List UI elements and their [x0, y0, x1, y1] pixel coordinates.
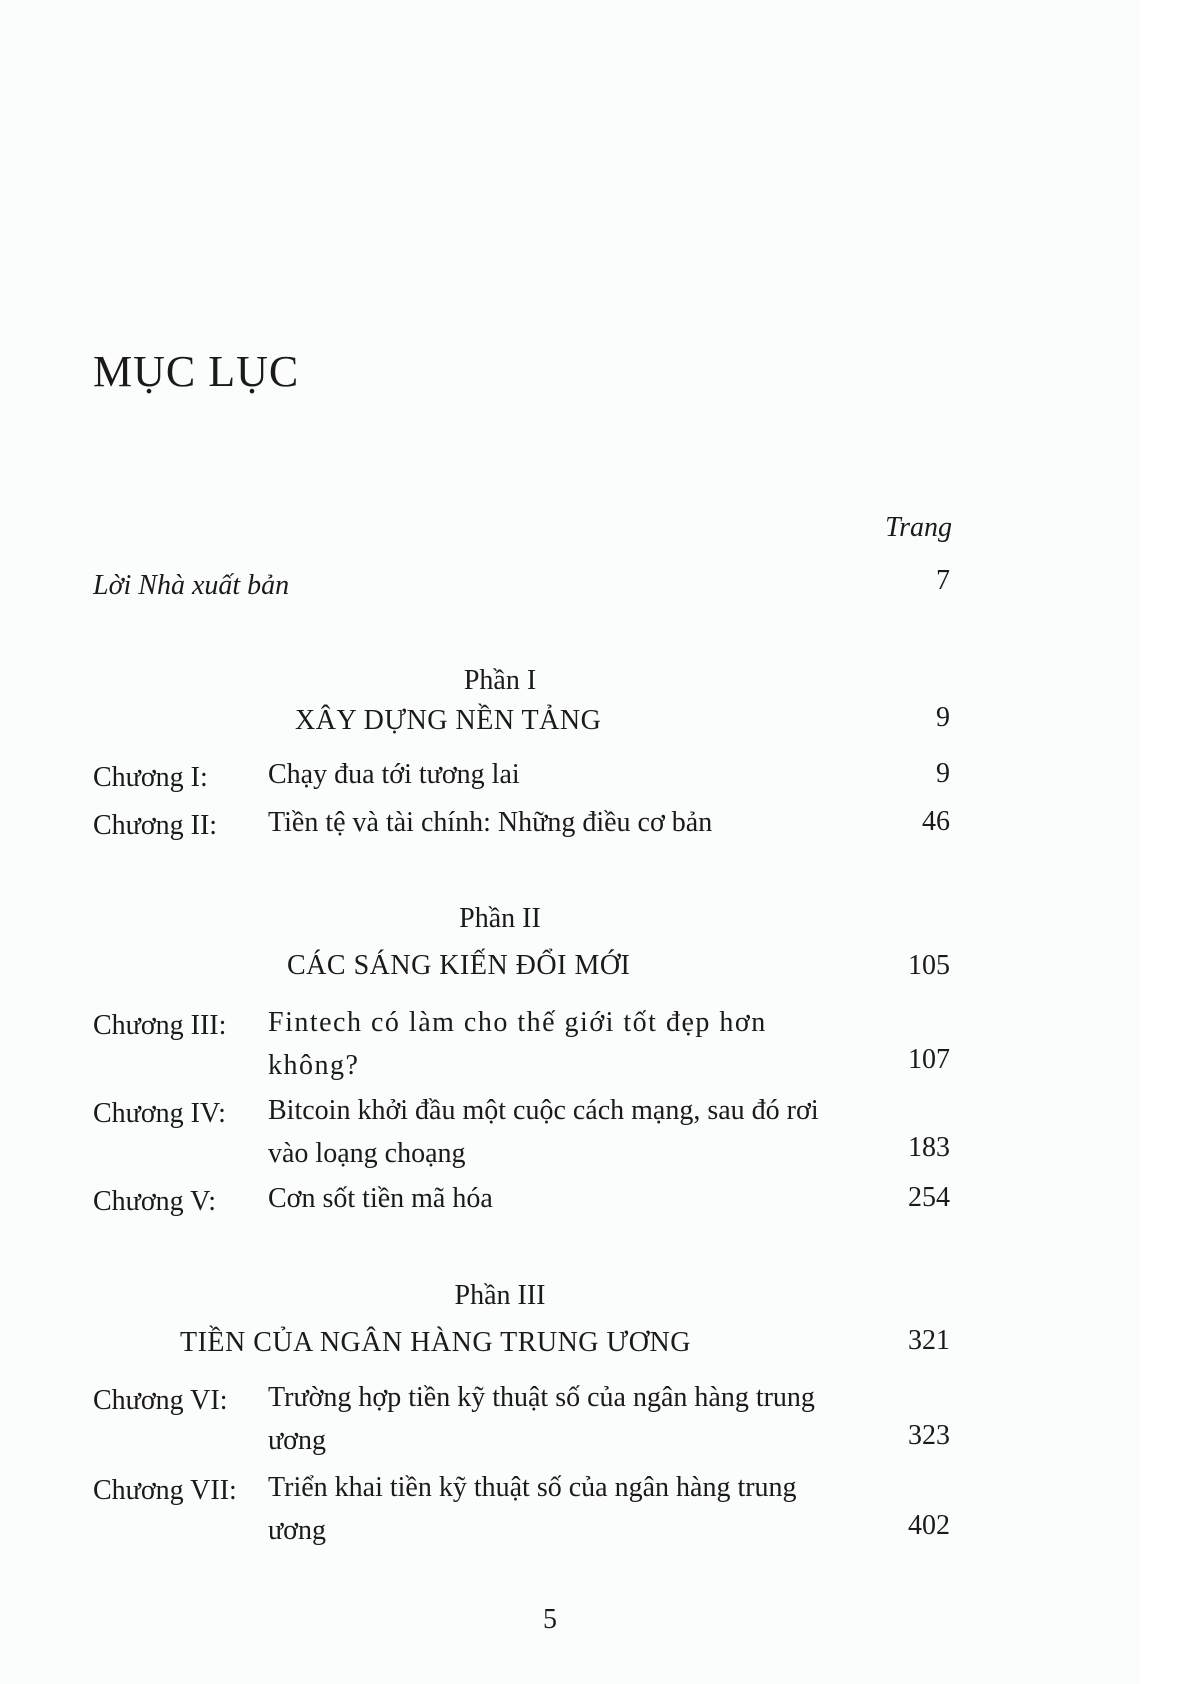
part-page: 9 — [936, 702, 950, 733]
part-page: 105 — [908, 950, 950, 981]
chapter-label: Chương VII: — [93, 1475, 237, 1506]
chapter-page: 254 — [908, 1182, 950, 1213]
chapter-label: Chương IV: — [93, 1098, 226, 1129]
chapter-page: 323 — [908, 1420, 950, 1451]
chapter-title: Triển khai tiền kỹ thuật số của ngân hàng trung ương — [268, 1472, 797, 1546]
chapter-title: Chạy đua tới tương lai — [268, 759, 520, 790]
chapter-label: Chương VI: — [93, 1385, 228, 1416]
chapter-page: 402 — [908, 1510, 950, 1541]
chapter-page: 46 — [922, 806, 950, 837]
chapter-title: Tiền tệ và tài chính: Những điều cơ bản — [268, 807, 713, 838]
toc-intro-page: 7 — [936, 565, 950, 596]
part-label: Phần III — [454, 1280, 546, 1311]
part-page: 321 — [908, 1325, 950, 1356]
chapter-label: Chương II: — [93, 810, 218, 841]
chapter-title: Trường hợp tiền kỹ thuật số của ngân hàng trung ương — [268, 1382, 815, 1456]
chapter-page: 107 — [908, 1044, 950, 1075]
chapter-title: Fintech có làm cho thế giới tốt đẹp hơn không? — [268, 1007, 767, 1081]
chapter-title: Cơn sốt tiền mã hóa — [268, 1183, 493, 1214]
chapter-page: 9 — [936, 758, 950, 789]
page-number: 5 — [543, 1604, 557, 1635]
page-column-label: Trang — [885, 512, 952, 543]
chapter-label: Chương I: — [93, 762, 208, 793]
part-title: XÂY DỰNG NỀN TẢNG — [295, 705, 602, 736]
page-edge — [1140, 0, 1190, 1684]
part-title: TIỀN CỦA NGÂN HÀNG TRUNG ƯƠNG — [180, 1327, 691, 1358]
part-label: Phần II — [459, 903, 541, 934]
part-title: CÁC SÁNG KIẾN ĐỔI MỚI — [287, 950, 631, 981]
page-title: MỤC LỤC — [93, 347, 300, 396]
part-label: Phần I — [463, 665, 537, 696]
chapter-label: Chương V: — [93, 1186, 217, 1217]
chapter-title: Bitcoin khởi đầu một cuộc cách mạng, sau đó rơi vào loạng choạng — [268, 1095, 819, 1169]
toc-intro-label: Lời Nhà xuất bản — [93, 570, 290, 601]
chapter-page: 183 — [908, 1132, 950, 1163]
chapter-label: Chương III: — [93, 1010, 227, 1041]
